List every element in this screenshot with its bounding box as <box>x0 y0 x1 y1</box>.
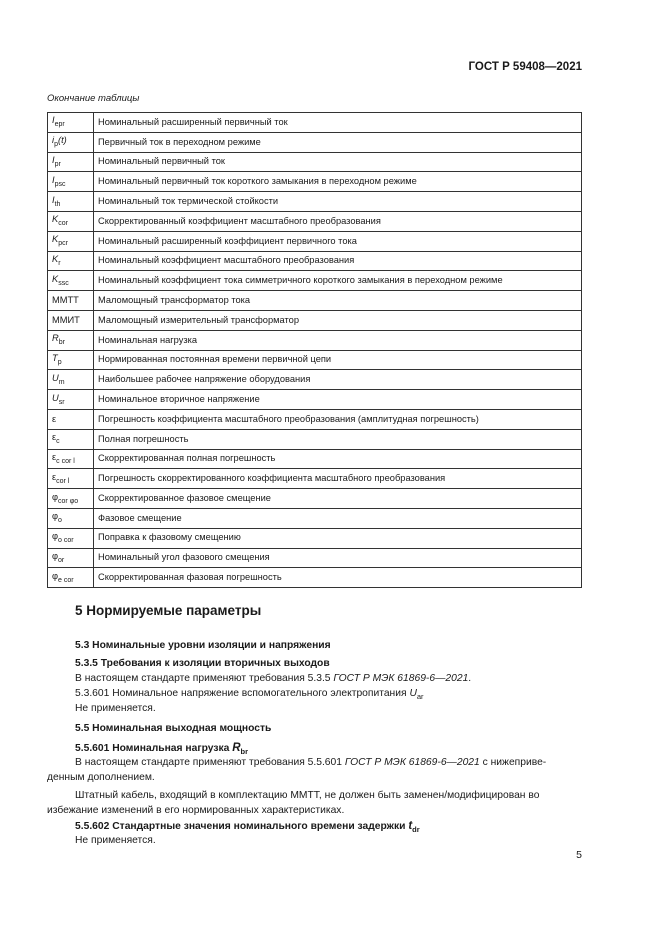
description-cell: Номинальный расширенный коэффициент первичного тока <box>94 231 582 251</box>
description-cell: Номинальный первичный ток <box>94 152 582 172</box>
symbol-cell <box>48 548 94 568</box>
symbol: φ <box>52 551 59 561</box>
symbol: φ <box>52 531 59 542</box>
not-applicable-text-2: Не применяется. <box>75 835 156 846</box>
standard-reference: ГОСТ Р МЭК 61869-6—2021 <box>333 673 469 684</box>
symbol: I <box>52 155 55 166</box>
symbol-subscript: o <box>58 517 62 525</box>
symbol-subscript: ssc <box>58 279 69 287</box>
symbol-cell <box>48 449 94 469</box>
description-cell: Нормированная постоянная времени первичной цепи <box>94 350 582 370</box>
symbol-cell <box>48 350 94 370</box>
section-5-3-5-heading: 5.3.5 Требования к изоляции вторичных выходов <box>75 658 330 669</box>
symbol-subscript: m <box>58 378 65 386</box>
section-5-3-5-text: В настоящем стандарте применяют требования 5.3.5 ГОСТ Р МЭК 61869-6—2021. <box>75 673 472 684</box>
symbol: ММТТ <box>52 294 79 305</box>
table-row <box>48 469 582 489</box>
symbol-cell <box>48 528 94 548</box>
description-cell: Номинальный расширенный первичный ток <box>94 113 582 133</box>
symbol: ε <box>52 452 57 463</box>
table-row <box>48 330 582 350</box>
symbol-subscript: c cor l <box>56 457 75 465</box>
section-5-3-601-text: 5.3.601 Номинальное напряжение вспомогательного электропитания $U_{ar}$ <box>75 688 424 702</box>
section-5-5-601-text-line2: денным дополнением. <box>47 772 155 783</box>
symbol: I <box>52 194 55 205</box>
not-applicable-text-1: Не применяется. <box>75 703 156 714</box>
symbol-subscript: sr <box>58 398 65 406</box>
symbol-subscript: cor l <box>56 477 70 485</box>
symbol-cell <box>48 429 94 449</box>
symbol-subscript: cor <box>58 220 68 228</box>
symbol-subscript: c <box>56 438 60 446</box>
symbol: I <box>52 115 55 126</box>
symbol: K <box>52 234 59 245</box>
symbol-subscript: r <box>58 259 61 267</box>
table-row <box>48 132 582 152</box>
description-cell: Фазовое смещение <box>94 508 582 528</box>
symbol-cell <box>48 231 94 251</box>
description-cell: Скорректированный коэффициент масштабного преобразования <box>94 211 582 231</box>
table-row <box>48 429 582 449</box>
section-5-5-601-text-line1: В настоящем стандарте применяют требования 5.5.601 ГОСТ Р МЭК 61869-6—2021 с нижеприве- <box>75 757 547 768</box>
symbol-cell <box>48 469 94 489</box>
description-cell: Номинальное вторичное напряжение <box>94 390 582 410</box>
table-row <box>48 271 582 291</box>
table-row <box>48 152 582 172</box>
symbol: I <box>52 174 55 185</box>
table-row <box>48 113 582 133</box>
symbol-subscript: o cor <box>58 537 74 545</box>
table-row <box>48 172 582 192</box>
symbol-cell <box>48 409 94 429</box>
description-cell: Номинальный ток термической стойкости <box>94 192 582 212</box>
description-cell: Скорректированная полная погрешность <box>94 449 582 469</box>
symbol-cell <box>48 489 94 509</box>
table-row <box>48 528 582 548</box>
table-row <box>48 251 582 271</box>
description-cell: Первичный ток в переходном режиме <box>94 132 582 152</box>
table-row <box>48 370 582 390</box>
symbol: U <box>52 392 59 403</box>
symbol: K <box>52 254 59 265</box>
description-cell: Скорректированная фазовая погрешность <box>94 568 582 588</box>
table-row <box>48 489 582 509</box>
description-cell: Скорректированное фазовое смещение <box>94 489 582 509</box>
symbol-cell <box>48 508 94 528</box>
section-5-5-heading: 5.5 Номинальная выходная мощность <box>75 723 272 734</box>
symbol: φ <box>52 570 59 581</box>
page-number: 5 <box>576 849 582 861</box>
symbol: R <box>52 333 59 344</box>
symbol-cell <box>48 192 94 212</box>
symbol-cell <box>48 251 94 271</box>
table-row <box>48 310 582 330</box>
description-cell: Номинальный первичный ток короткого замыкания в переходном режиме <box>94 172 582 192</box>
symbol-cell <box>48 310 94 330</box>
standard-code-header: ГОСТ Р 59408—2021 <box>468 61 582 73</box>
symbol-subscript: epr <box>54 121 65 129</box>
table-row <box>48 291 582 311</box>
section-5-3-heading: 5.3 Номинальные уровни изоляции и напряжения <box>75 640 331 651</box>
symbols-table <box>47 112 582 588</box>
description-cell: Номинальный коэффициент тока симметричного короткого замыкания в переходном режиме <box>94 271 582 291</box>
symbol-cell <box>48 271 94 291</box>
symbol-subscript: p <box>57 358 62 366</box>
section-5-title: 5 Нормируемые параметры <box>75 603 262 618</box>
symbol-cell <box>48 330 94 350</box>
standard-reference: ГОСТ Р МЭК 61869-6—2021 <box>344 757 480 768</box>
symbol: φ <box>52 491 59 502</box>
symbol: K <box>52 273 59 284</box>
symbol-cell <box>48 113 94 133</box>
symbol-cell <box>48 370 94 390</box>
table-row <box>48 508 582 528</box>
cable-text-line1: Штатный кабель, входящий в комплектацию ММТТ, не должен быть заменен/модифицирован во <box>75 790 540 801</box>
symbol-cell <box>48 390 94 410</box>
description-cell: Номинальная нагрузка <box>94 330 582 350</box>
symbol-subscript: th <box>54 200 61 208</box>
symbol: U <box>52 372 59 383</box>
symbol: K <box>52 214 59 225</box>
table-row <box>48 409 582 429</box>
symbol-subscript: br <box>58 339 65 347</box>
table-row <box>48 350 582 370</box>
table-caption: Окончание таблицы <box>47 93 140 104</box>
symbol: φ <box>52 511 59 522</box>
table-row <box>48 568 582 588</box>
symbol-cell <box>48 172 94 192</box>
table-row <box>48 231 582 251</box>
symbol-subscript: or <box>58 556 65 564</box>
symbol-subscript: pcr <box>58 240 68 248</box>
symbol-cell <box>48 152 94 172</box>
description-cell: Маломощный измерительный трансформатор <box>94 310 582 330</box>
symbol-subscript: e cor <box>58 576 74 584</box>
symbol-subscript: cor φo <box>58 497 79 505</box>
description-cell: Наибольшее рабочее напряжение оборудования <box>94 370 582 390</box>
description-cell: Номинальный угол фазового смещения <box>94 548 582 568</box>
table-row <box>48 548 582 568</box>
symbol: ММИТ <box>52 314 80 325</box>
table-row <box>48 449 582 469</box>
symbol-subscript: psc <box>54 180 66 188</box>
table-row <box>48 211 582 231</box>
symbol-subscript: p <box>54 141 58 149</box>
symbol: ε <box>52 413 57 424</box>
description-cell: Погрешность коэффициента масштабного преобразования (амплитудная погрешность) <box>94 409 582 429</box>
symbol-subscript: pr <box>54 160 61 168</box>
symbol: i <box>52 135 55 146</box>
cable-text-line2: избежание изменений в его нормированных характеристиках. <box>47 805 345 816</box>
symbol-argument: (t) <box>57 135 67 146</box>
symbol-cell <box>48 211 94 231</box>
section-5-5-602-heading: 5.5.602 Стандартные значения номинального времени задержки $t_{dr}$ <box>75 820 420 835</box>
description-cell: Маломощный трансформатор тока <box>94 291 582 311</box>
symbol-cell <box>48 291 94 311</box>
symbol-cell <box>48 568 94 588</box>
symbol: T <box>52 353 58 364</box>
symbol: ε <box>52 432 57 443</box>
table-row <box>48 192 582 212</box>
symbol: ε <box>52 471 57 482</box>
description-cell: Полная погрешность <box>94 429 582 449</box>
description-cell: Погрешность скорректированного коэффициента масштабного преобразования <box>94 469 582 489</box>
symbol-cell <box>48 132 94 152</box>
section-5-5-601-heading: 5.5.601 Номинальная нагрузка $R_{br}$ <box>75 742 249 757</box>
description-cell: Номинальный коэффициент масштабного преобразования <box>94 251 582 271</box>
description-cell: Поправка к фазовому смещению <box>94 528 582 548</box>
table-row <box>48 390 582 410</box>
